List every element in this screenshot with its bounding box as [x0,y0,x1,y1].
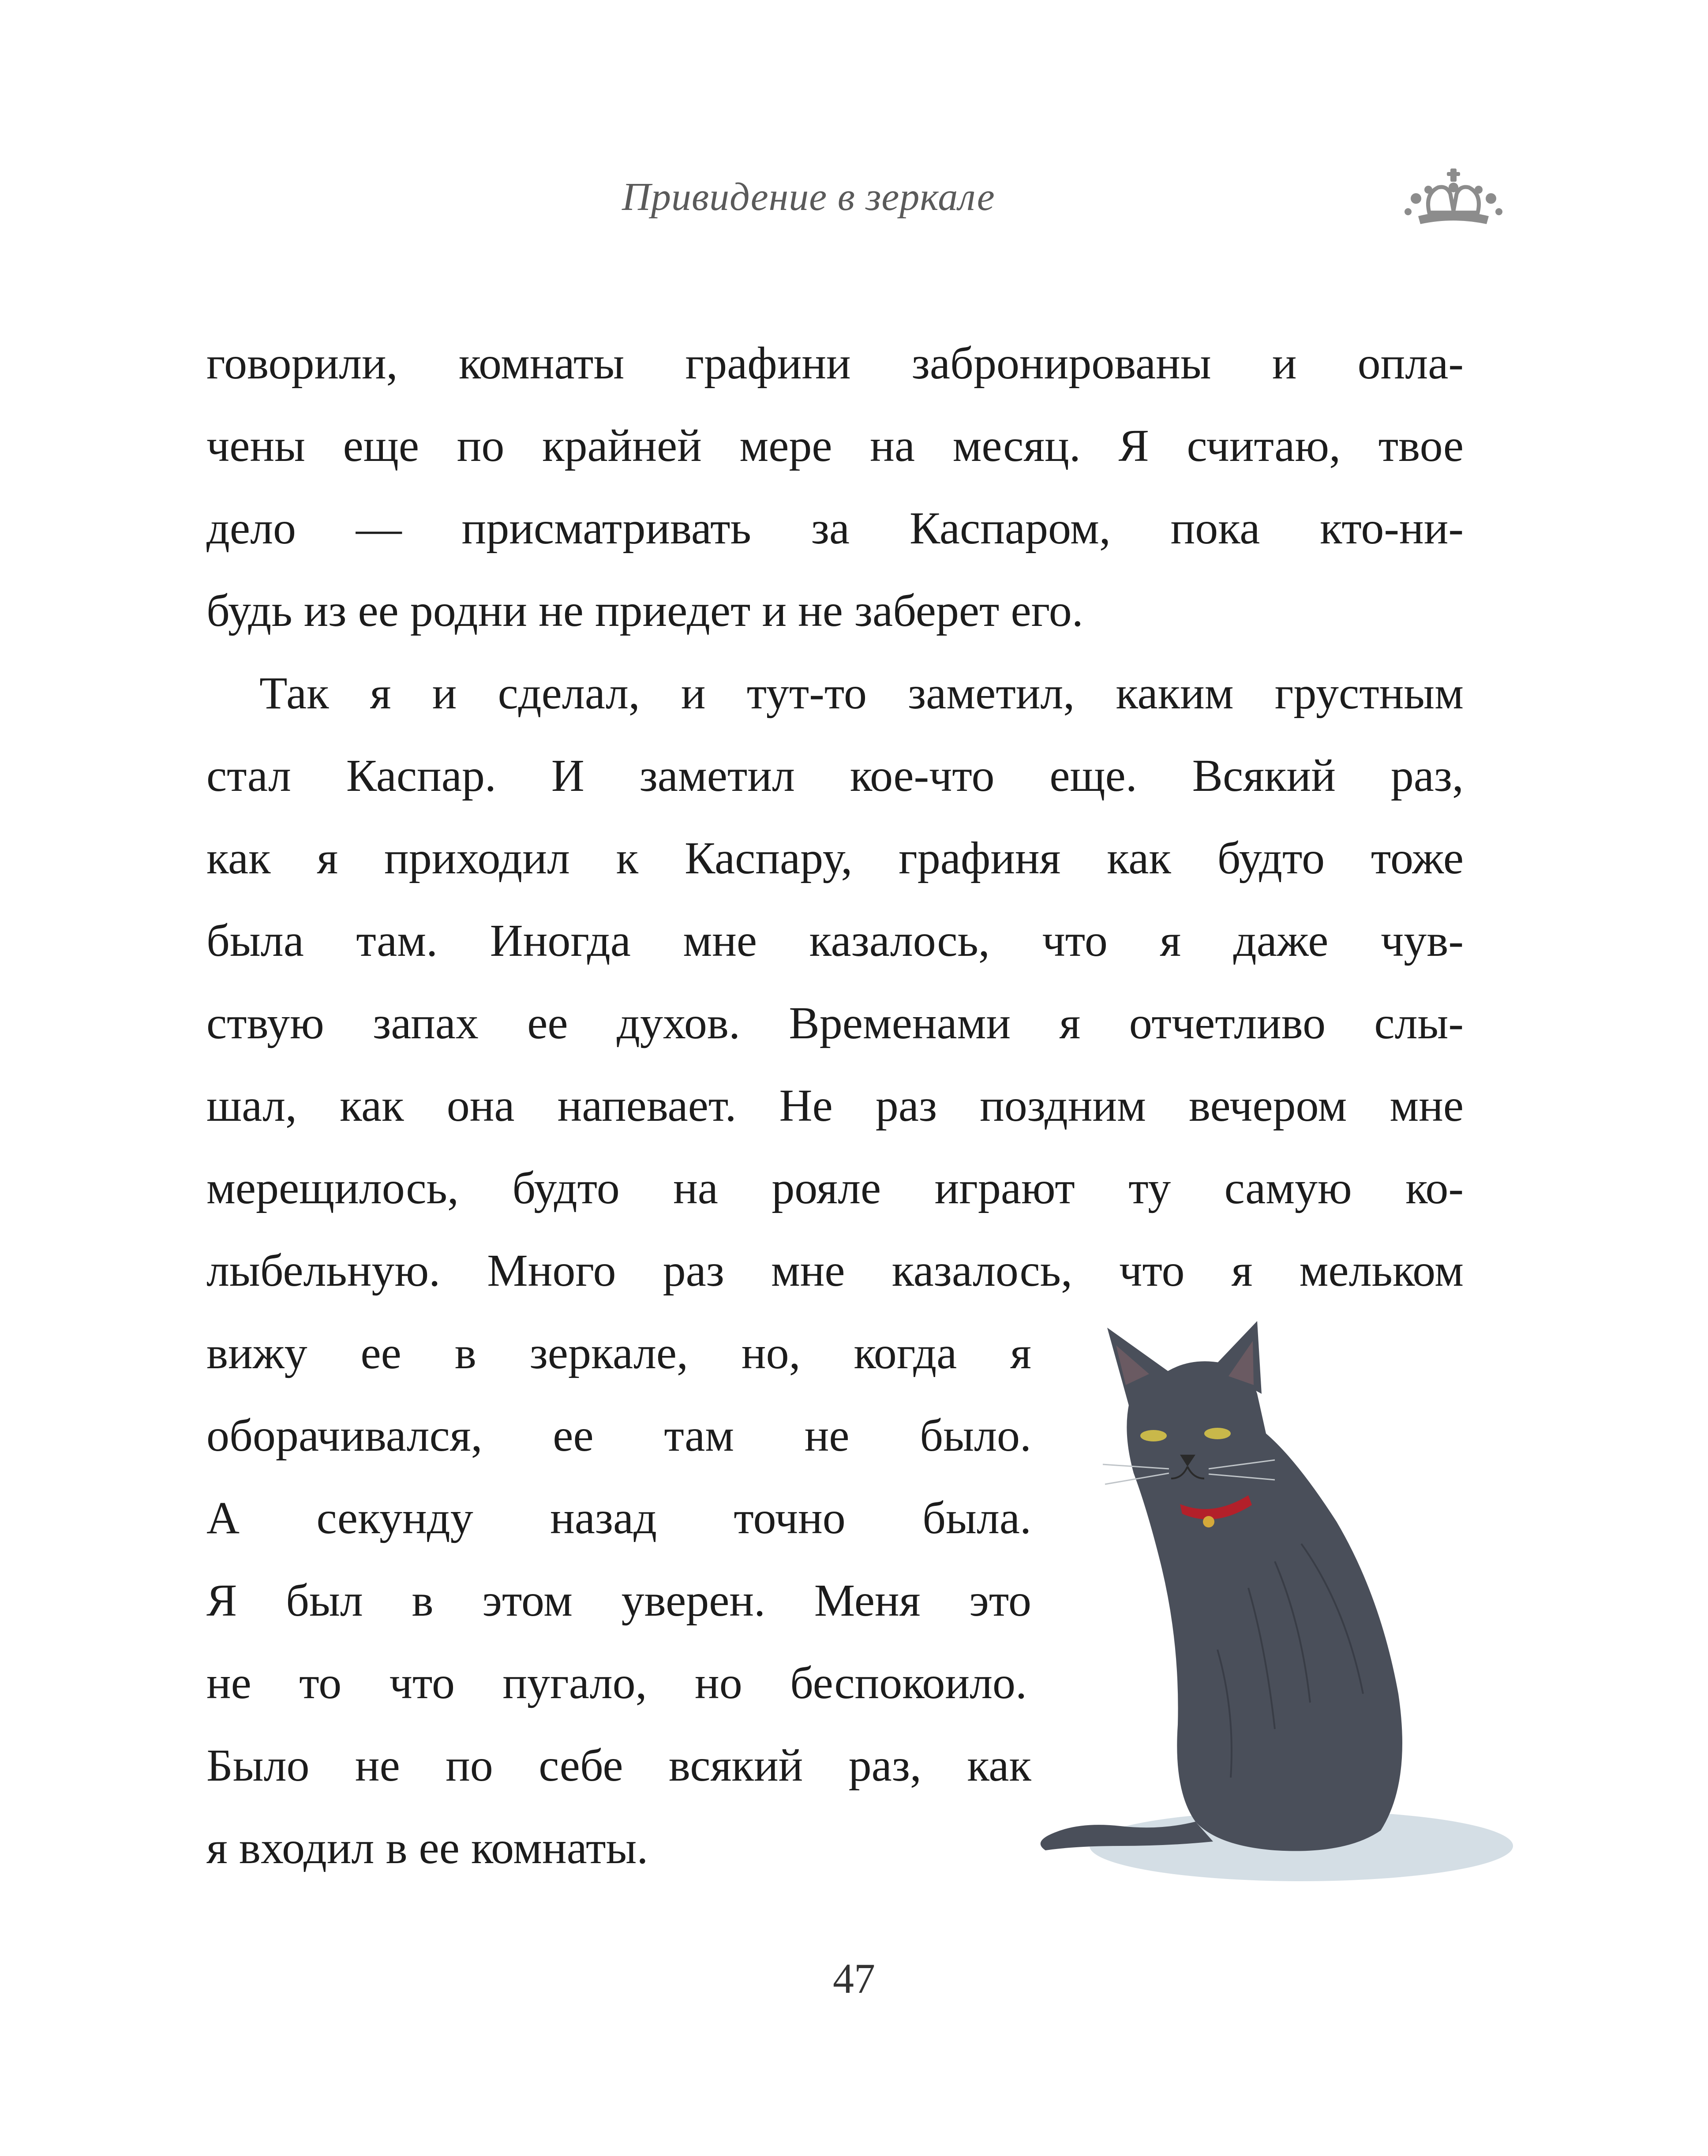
text-line: как я приходил к Каспару, графиня как будто тоже [206,833,1464,883]
paragraph-start-line: Так я и сделал, и тут-то заметил, каким грустным [259,668,1464,719]
cat-bell [1203,1516,1214,1527]
text-line: вижу ее в зеркале, но, когда я [206,1328,1031,1378]
text-line: А секунду назад точно была. [206,1493,1031,1543]
text-line: не то что пугало, но беспокоило. [206,1658,1027,1708]
text-line: чены еще по крайней мере на месяц. Я считаю, твое [206,420,1464,471]
text-line: стал Каспар. И заметил кое-что еще. Всякий раз, [206,750,1464,801]
text-line: дело — присматривать за Каспаром, пока кто-ни- [206,503,1464,554]
cat-illustration [1028,1314,1513,1910]
text-line: говорили, комнаты графини забронированы и опла- [206,338,1464,389]
text-line: Было не по себе всякий раз, как [206,1740,1031,1791]
text-line: я входил в ее комнаты. [206,1823,648,1873]
text-line: ствую запах ее духов. Временами я отчетливо слы- [206,998,1464,1048]
page-number: 47 [833,1955,875,2002]
text-line: лыбельную. Много раз мне казалось, что я мельком [206,1245,1464,1296]
running-title: Привидение в зеркале [622,175,995,219]
crown-icon [1398,163,1509,229]
text-line: Я был в этом уверен. Меня это [206,1575,1031,1626]
cat-body [1041,1321,1402,1851]
text-line: мерещилось, будто на рояле играют ту самую ко- [206,1163,1464,1213]
text-line: была там. Иногда мне казалось, что я даже чув- [206,915,1464,966]
text-line: оборачивался, ее там не было. [206,1410,1031,1461]
text-line: шал, как она напевает. Не раз поздним вечером мне [206,1080,1464,1131]
text-line: будь из ее родни не приедет и не заберет его. [206,585,1083,636]
